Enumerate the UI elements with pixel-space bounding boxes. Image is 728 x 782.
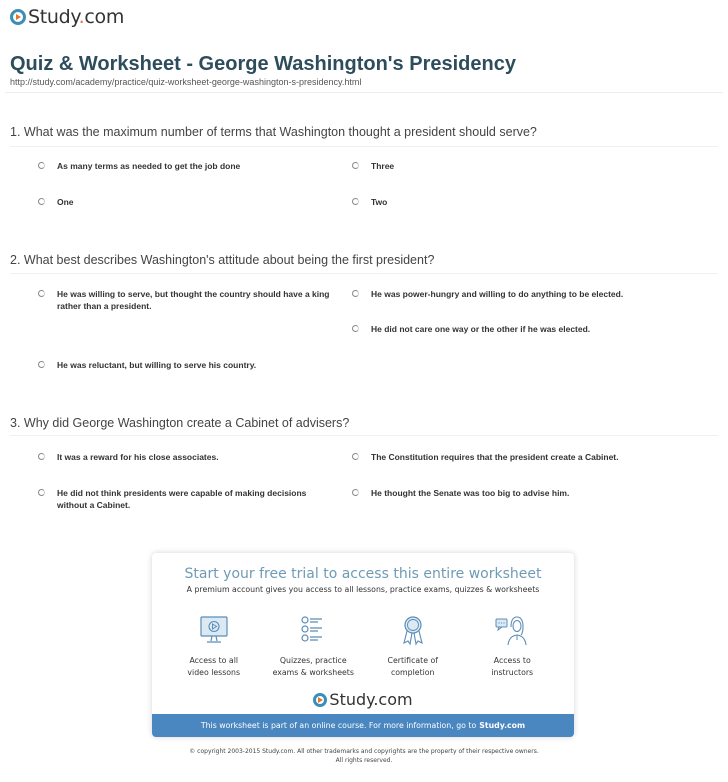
radio-button[interactable]	[352, 290, 359, 297]
feature-quizzes: Quizzes, practice exams & worksheets	[264, 613, 364, 679]
course-info-bar	[152, 714, 574, 737]
radio-button[interactable]	[38, 290, 45, 297]
radio-button[interactable]	[352, 325, 359, 332]
q3-option-d[interactable]: He thought the Senate was too big to advise him.	[352, 487, 711, 499]
q2-option-d[interactable]: He was reluctant, but willing to serve his country.	[38, 359, 332, 371]
radio-button[interactable]	[38, 162, 45, 169]
instructor-icon	[494, 613, 530, 649]
q1-option-a[interactable]: As many terms as needed to get the job done	[38, 160, 332, 172]
promo-study-logo[interactable]: Study.com	[152, 690, 574, 709]
feature-instructors: Access to instructors	[463, 613, 563, 679]
q1-option-d[interactable]: Two	[352, 196, 646, 208]
logo-word: Study	[28, 6, 79, 28]
feature-video-lessons: Access to all video lessons	[164, 613, 264, 679]
play-logo-icon	[10, 9, 26, 25]
quiz-list-icon	[295, 613, 331, 649]
q2-option-a[interactable]: He was willing to serve, but thought the country should have a king rather than a president.	[38, 288, 332, 312]
q3-option-b[interactable]: The Constitution requires that the president create a Cabinet.	[352, 451, 711, 463]
copyright-line: © copyright 2003-2015 Study.com. All other trademarks and copyrights are the property of their respective owners.	[189, 748, 539, 755]
q1-option-b[interactable]: Three	[352, 160, 646, 172]
copyright-footer	[0, 747, 728, 765]
video-monitor-icon	[196, 613, 232, 649]
play-logo-icon	[313, 693, 327, 707]
question-3: 3. Why did George Washington create a Cabinet of advisers?	[10, 416, 350, 430]
radio-button[interactable]	[38, 198, 45, 205]
radio-button[interactable]	[352, 198, 359, 205]
radio-button[interactable]	[352, 453, 359, 460]
q2-option-c[interactable]: He did not care one way or the other if he was elected.	[352, 323, 711, 335]
radio-button[interactable]	[38, 489, 45, 496]
logo-suffix: com	[84, 6, 125, 28]
question-2: 2. What best describes Washington's attitude about being the first president?	[10, 253, 435, 267]
certificate-icon	[395, 613, 431, 649]
free-trial-promo[interactable]	[152, 553, 574, 737]
q2-option-b[interactable]: He was power-hungry and willing to do anything to be elected.	[352, 288, 711, 300]
promo-subhead: A premium account gives you access to all lessons, practice exams, quizzes & worksheets	[186, 585, 540, 594]
study-logo[interactable]	[10, 6, 124, 28]
radio-button[interactable]	[38, 453, 45, 460]
study-com-link[interactable]: Study.com	[479, 721, 526, 730]
rights-reserved-line: All rights reserved.	[335, 757, 393, 764]
radio-button[interactable]	[38, 361, 45, 368]
page-title: Quiz & Worksheet - George Washington's Presidency	[10, 53, 516, 75]
logo-dot: .	[78, 6, 85, 28]
course-info-text: This worksheet is part of an online course. For more information, go to	[200, 721, 477, 730]
question-1-divider	[10, 146, 718, 147]
feature-certificate: Certificate of completion	[363, 613, 463, 679]
question-3-divider	[10, 435, 718, 436]
radio-button[interactable]	[352, 489, 359, 496]
q3-option-c[interactable]: He did not think presidents were capable of making decisions without a Cabinet.	[38, 487, 332, 511]
q1-option-c[interactable]: One	[38, 196, 332, 208]
promo-headline: Start your free trial to access this entire worksheet	[184, 566, 542, 582]
q3-option-a[interactable]: It was a reward for his close associates.	[38, 451, 332, 463]
feature-list	[152, 613, 574, 679]
question-2-divider	[10, 273, 718, 274]
page-url: http://study.com/academy/practice/quiz-worksheet-george-washington-s-presidency.html	[10, 77, 362, 87]
radio-button[interactable]	[352, 162, 359, 169]
question-1: 1. What was the maximum number of terms that Washington thought a president should serve?	[10, 125, 537, 139]
header-divider	[5, 92, 723, 93]
